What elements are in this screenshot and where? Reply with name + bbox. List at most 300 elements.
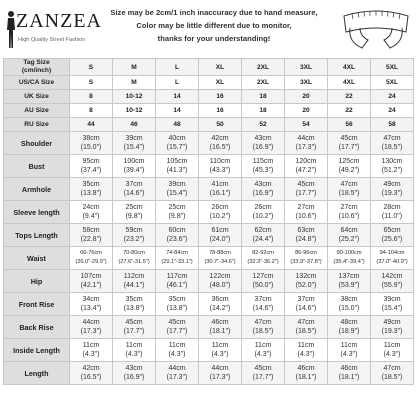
cm-value: 28cm (383, 204, 401, 211)
measure-cell (199, 293, 242, 316)
size-cell: 22 (328, 104, 371, 118)
inch-value: (15.0") (338, 305, 360, 312)
row-label: Tops Length (4, 224, 70, 247)
measure-cell (328, 224, 371, 247)
cm-value: 132cm (295, 273, 317, 280)
inch-value: (15.7") (166, 144, 188, 151)
measure-cell (70, 293, 113, 316)
cm-value: 37cm (125, 181, 143, 188)
size-cell: 54 (285, 118, 328, 132)
measure-cell (113, 201, 156, 224)
cm-value: 42cm (82, 365, 100, 372)
inch-value: (17.7") (338, 144, 360, 151)
inch-value: (4.3") (297, 351, 315, 358)
cm-value: 58cm (82, 227, 100, 234)
cm-value: 110cm (209, 158, 231, 165)
measure-cell (285, 178, 328, 201)
size-cell: 2XL (242, 59, 285, 76)
cm-value: 44cm (211, 365, 229, 372)
measure-cell (70, 316, 113, 339)
cm-value: 39cm (168, 181, 186, 188)
inch-value: (25.6") (381, 236, 403, 243)
cm-value: 47cm (383, 135, 401, 142)
inch-value: (27.6"-31.5") (118, 259, 150, 265)
cm-value: 43cm (254, 181, 272, 188)
size-cell: 46 (113, 118, 156, 132)
cm-value: 11cm (383, 342, 401, 349)
inch-value: (18.1") (209, 328, 231, 335)
cm-value: 47cm (383, 365, 401, 372)
cm-value: 44cm (82, 319, 100, 326)
inch-value: (13.4") (80, 305, 102, 312)
inch-value: (32.3"-36.2") (247, 259, 279, 265)
cm-value: 27cm (340, 204, 358, 211)
size-cell: 14 (156, 90, 199, 104)
size-cell: 20 (285, 104, 328, 118)
cm-value: 49cm (383, 319, 401, 326)
cm-value: 59cm (125, 227, 143, 234)
measure-cell (371, 293, 414, 316)
cm-value: 11cm (168, 342, 186, 349)
cm-value: 61cm (211, 227, 229, 234)
measure-cell (328, 270, 371, 293)
size-cell: 8 (70, 90, 113, 104)
cm-value: 82-92cm (252, 250, 274, 256)
measure-cell (371, 362, 414, 385)
cm-value: 11cm (211, 342, 229, 349)
size-cell: 24 (371, 104, 414, 118)
cm-value: 42cm (211, 135, 229, 142)
cm-value: 43cm (254, 135, 272, 142)
row-label: US/CA Size (4, 76, 70, 90)
inch-value: (24.8") (295, 236, 317, 243)
measure-cell (371, 178, 414, 201)
row-label: Armhole (4, 178, 70, 201)
inch-value: (16.5") (80, 374, 102, 381)
size-cell: S (70, 76, 113, 90)
cm-value: 26cm (254, 204, 272, 211)
measure-cell (285, 155, 328, 178)
measure-cell (371, 132, 414, 155)
measure-cell (199, 155, 242, 178)
cm-value: 130cm (381, 158, 403, 165)
cm-value: 70-80cm (123, 250, 145, 256)
row-label: Shoulder (4, 132, 70, 155)
cm-value: 11cm (297, 342, 315, 349)
measure-row (4, 132, 414, 155)
measure-cell (199, 201, 242, 224)
inch-value: (43.3") (209, 167, 231, 174)
row-label: UK Size (4, 90, 70, 104)
inch-value: (23.2") (123, 236, 145, 243)
cm-value: 47cm (340, 181, 358, 188)
inch-value: (16.9") (252, 190, 274, 197)
measure-cell (70, 155, 113, 178)
cm-value: 25cm (125, 204, 143, 211)
row-label: Back Rise (4, 316, 70, 339)
inch-value: (33.9"-37.8") (290, 259, 322, 265)
measure-cell (242, 178, 285, 201)
measure-cell (199, 178, 242, 201)
measure-cell (285, 293, 328, 316)
size-row (4, 90, 414, 104)
size-row (4, 76, 414, 90)
size-cell: 18 (242, 104, 285, 118)
row-label: Sleeve length (4, 201, 70, 224)
cm-value: 94-104cm (379, 250, 405, 256)
measure-cell (70, 224, 113, 247)
inch-value: (17.3") (295, 144, 317, 151)
cm-value: 11cm (254, 342, 272, 349)
measure-cell (285, 201, 328, 224)
size-cell: XL (199, 76, 242, 90)
inch-value: (13.8") (166, 305, 188, 312)
cm-value: 105cm (166, 158, 188, 165)
size-cell: 24 (371, 90, 414, 104)
inch-value: (37.4") (80, 167, 102, 174)
size-cell: 20 (285, 90, 328, 104)
size-cell: 48 (156, 118, 199, 132)
cm-value: 25cm (168, 204, 186, 211)
size-cell: 5XL (371, 76, 414, 90)
measure-cell (242, 247, 285, 270)
inch-value: (10.6") (295, 213, 317, 220)
measure-cell (156, 201, 199, 224)
measure-cell (285, 362, 328, 385)
cm-value: 112cm (123, 273, 145, 280)
measure-cell (156, 247, 199, 270)
measure-cell (113, 362, 156, 385)
row-label: Front Rise (4, 293, 70, 316)
measure-cell (70, 270, 113, 293)
size-cell: 44 (70, 118, 113, 132)
measure-cell (156, 178, 199, 201)
cm-value: 40cm (168, 135, 186, 142)
inch-value: (52.0") (295, 282, 317, 289)
inch-value: (4.3") (82, 351, 100, 358)
measure-cell (113, 316, 156, 339)
measure-cell (328, 339, 371, 362)
size-cell: 3XL (285, 76, 328, 90)
cm-value: 39cm (125, 135, 143, 142)
cm-value: 90-100cm (336, 250, 362, 256)
measure-cell (199, 224, 242, 247)
cm-value: 125cm (338, 158, 360, 165)
inch-value: (51.2") (381, 167, 403, 174)
inch-value: (22.8") (80, 236, 102, 243)
measure-cell (242, 293, 285, 316)
measure-cell (156, 293, 199, 316)
measure-cell (70, 201, 113, 224)
measure-cell (285, 224, 328, 247)
size-row (4, 59, 414, 76)
inch-value: (23.6") (166, 236, 188, 243)
cm-value: 39cm (383, 296, 401, 303)
cm-value: 37cm (297, 296, 315, 303)
inch-value: (26.0"-29.9") (75, 259, 107, 265)
inch-value: (17.7") (166, 328, 188, 335)
size-cell: 10-12 (113, 104, 156, 118)
measure-cell (371, 316, 414, 339)
inch-value: (9.8") (168, 213, 186, 220)
measure-cell (199, 132, 242, 155)
cm-value: 86-96cm (295, 250, 317, 256)
measuring-tape-icon (338, 2, 414, 54)
inch-value: (24.4") (252, 236, 274, 243)
measure-cell (328, 247, 371, 270)
cm-value: 122cm (209, 273, 231, 280)
size-cell: L (156, 76, 199, 90)
measure-cell (371, 224, 414, 247)
inch-value: (4.3") (340, 351, 358, 358)
measure-cell (242, 155, 285, 178)
row-label: Inside Length (4, 339, 70, 362)
measure-cell (199, 316, 242, 339)
measure-cell (199, 339, 242, 362)
header (0, 0, 416, 58)
measure-row (4, 224, 414, 247)
cm-value: 35cm (82, 181, 100, 188)
measure-cell (328, 362, 371, 385)
measure-cell (156, 224, 199, 247)
inch-value: (19.3") (381, 328, 403, 335)
size-chart-table (3, 58, 414, 385)
measure-row (4, 293, 414, 316)
size-cell: S (70, 59, 113, 76)
measure-cell (242, 224, 285, 247)
inch-value: (18.5") (338, 190, 360, 197)
measure-cell (328, 293, 371, 316)
cm-value: 26cm (211, 204, 229, 211)
inch-value: (4.3") (168, 351, 186, 358)
size-cell: M (113, 59, 156, 76)
cm-value: 100cm (123, 158, 145, 165)
size-cell: 4XL (328, 59, 371, 76)
inch-value: (53.9") (338, 282, 360, 289)
measure-cell (156, 155, 199, 178)
cm-value: 60cm (168, 227, 186, 234)
measure-row (4, 316, 414, 339)
cm-value: 137cm (338, 273, 360, 280)
cm-value: 44cm (297, 135, 315, 142)
inch-value: (4.3") (383, 351, 401, 358)
cm-value: 45cm (254, 365, 272, 372)
cm-value: 45cm (340, 135, 358, 142)
measure-cell (328, 178, 371, 201)
measure-cell (156, 362, 199, 385)
inch-value: (10.2") (209, 213, 231, 220)
inch-value: (13.8") (80, 190, 102, 197)
inch-value: (50.0") (252, 282, 274, 289)
measure-cell (285, 339, 328, 362)
measure-cell (199, 362, 242, 385)
inch-value: (29.1"-33.1") (161, 259, 193, 265)
size-cell: 4XL (328, 76, 371, 90)
measure-cell (242, 132, 285, 155)
measure-cell (70, 339, 113, 362)
measure-cell (242, 201, 285, 224)
inch-value: (16.5") (209, 144, 231, 151)
cm-value: 65cm (383, 227, 401, 234)
cm-value: 45cm (125, 319, 143, 326)
measure-cell (70, 132, 113, 155)
row-label: Waist (4, 247, 70, 270)
cm-value: 49cm (383, 181, 401, 188)
inch-value: (55.9") (381, 282, 403, 289)
size-cell: 8 (70, 104, 113, 118)
inch-value: (15.4") (381, 305, 403, 312)
inch-value: (15.4") (123, 144, 145, 151)
inch-value: (45.3") (252, 167, 274, 174)
measure-cell (328, 201, 371, 224)
inch-value: (18.5") (252, 328, 274, 335)
measure-row (4, 178, 414, 201)
size-cell: 16 (199, 104, 242, 118)
cm-value: 11cm (125, 342, 143, 349)
size-notice (96, 6, 332, 45)
inch-value: (16.9") (252, 144, 274, 151)
inch-value: (4.3") (125, 351, 143, 358)
measure-cell (113, 293, 156, 316)
inch-value: (18.5") (381, 374, 403, 381)
measure-cell (371, 201, 414, 224)
size-row (4, 104, 414, 118)
inch-value: (48.0") (209, 282, 231, 289)
measure-cell (70, 247, 113, 270)
size-cell: XL (199, 59, 242, 76)
measure-cell (371, 247, 414, 270)
cm-value: 11cm (340, 342, 358, 349)
size-cell: 16 (199, 90, 242, 104)
inch-value: (44.1") (123, 282, 145, 289)
measure-cell (70, 362, 113, 385)
cm-value: 45cm (168, 319, 186, 326)
size-cell: 14 (156, 104, 199, 118)
size-cell: M (113, 76, 156, 90)
measure-cell (285, 247, 328, 270)
cm-value: 46cm (297, 365, 315, 372)
measure-cell (285, 132, 328, 155)
measure-cell (199, 270, 242, 293)
cm-value: 115cm (252, 158, 274, 165)
measure-row (4, 362, 414, 385)
inch-value: (49.2") (338, 167, 360, 174)
cm-value: 95cm (82, 158, 100, 165)
cm-value: 38cm (82, 135, 100, 142)
cm-value: 46cm (211, 319, 229, 326)
measure-cell (113, 132, 156, 155)
measure-cell (242, 316, 285, 339)
cm-value: 48cm (340, 319, 358, 326)
size-cell: 18 (242, 90, 285, 104)
inch-value: (11.0") (381, 213, 403, 220)
size-cell: 5XL (371, 59, 414, 76)
inch-value: (15.4") (166, 190, 188, 197)
inch-value: (4.3") (254, 351, 272, 358)
inch-value: (46.1") (166, 282, 188, 289)
measure-cell (328, 155, 371, 178)
cm-value: 41cm (211, 181, 229, 188)
cm-value: 37cm (254, 296, 272, 303)
measure-cell (371, 270, 414, 293)
measure-cell (70, 178, 113, 201)
measure-cell (328, 316, 371, 339)
inch-value: (17.3") (166, 374, 188, 381)
measure-cell (371, 155, 414, 178)
row-label: Bust (4, 155, 70, 178)
cm-value: 66-76cm (80, 250, 102, 256)
inch-value: (42.1") (80, 282, 102, 289)
measure-cell (156, 339, 199, 362)
inch-value: (37.0"-40.9") (376, 259, 408, 265)
inch-value: (17.7") (295, 190, 317, 197)
measure-cell (113, 224, 156, 247)
measure-cell (242, 362, 285, 385)
cm-value: 27cm (297, 204, 315, 211)
measure-cell (113, 247, 156, 270)
inch-value: (14.2") (209, 305, 231, 312)
inch-value: (18.5") (381, 144, 403, 151)
size-cell: 22 (328, 90, 371, 104)
size-cell: L (156, 59, 199, 76)
brand-logo (4, 6, 102, 52)
row-label: Tag Size (cm/inch) (4, 59, 70, 76)
inch-value: (17.7") (252, 374, 274, 381)
measure-cell (285, 316, 328, 339)
inch-value: (30.7"-34.6") (204, 259, 236, 265)
cm-value: 45cm (297, 181, 315, 188)
measure-cell (242, 339, 285, 362)
inch-value: (13.8") (123, 305, 145, 312)
notice-line: thanks for your understanding! (157, 34, 271, 43)
measure-cell (156, 270, 199, 293)
size-cell: 52 (242, 118, 285, 132)
size-cell: 50 (199, 118, 242, 132)
measure-cell (285, 270, 328, 293)
size-cell: 3XL (285, 59, 328, 76)
cm-value: 11cm (82, 342, 100, 349)
inch-value: (15.0") (80, 144, 102, 151)
inch-value: (17.7") (123, 328, 145, 335)
measure-row (4, 155, 414, 178)
cm-value: 127cm (252, 273, 274, 280)
row-label: AU Size (4, 104, 70, 118)
size-row (4, 118, 414, 132)
inch-value: (25.2") (338, 236, 360, 243)
inch-value: (18.9") (338, 328, 360, 335)
inch-value: (35.4"-39.4") (333, 259, 365, 265)
cm-value: 46cm (340, 365, 358, 372)
inch-value: (14.6") (252, 305, 274, 312)
measure-row (4, 247, 414, 270)
size-cell: 56 (328, 118, 371, 132)
inch-value: (18.1") (338, 374, 360, 381)
brand-tagline: High Quality Street Fashion (18, 37, 86, 43)
inch-value: (19.3") (381, 190, 403, 197)
inch-value: (10.2") (252, 213, 274, 220)
inch-value: (41.3") (166, 167, 188, 174)
inch-value: (47.2") (295, 167, 317, 174)
measure-cell (156, 316, 199, 339)
cm-value: 35cm (125, 296, 143, 303)
notice-line: Color may be little different due to monitor, (136, 21, 292, 30)
cm-value: 62cm (254, 227, 272, 234)
brand-name: ZANZEA (16, 10, 102, 32)
cm-value: 43cm (125, 365, 143, 372)
measure-cell (156, 132, 199, 155)
cm-value: 38cm (340, 296, 358, 303)
measure-cell (113, 178, 156, 201)
